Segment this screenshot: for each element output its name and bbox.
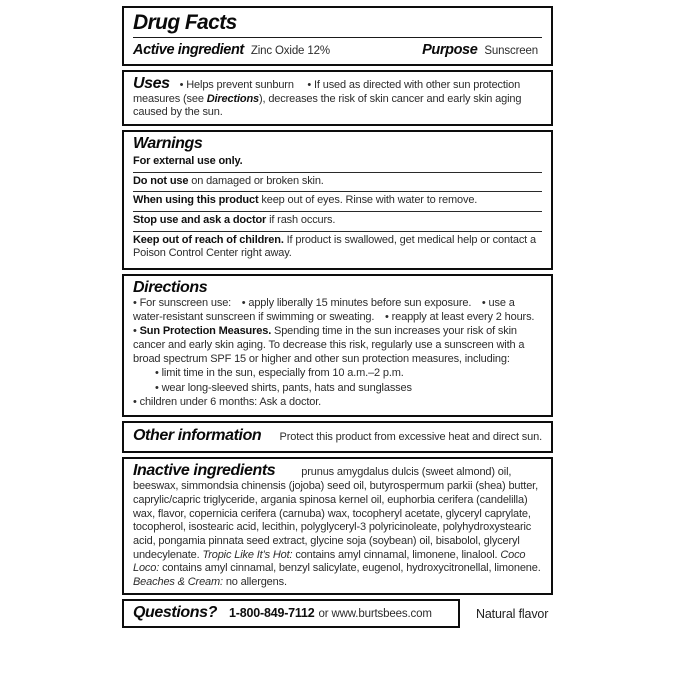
inactive-ingredients-paragraph — [133, 461, 542, 589]
warnings-heading: Warnings — [133, 134, 203, 152]
warnings-box — [122, 130, 553, 270]
warning-row: Stop use and ask a doctor if rash occurs. — [133, 211, 542, 231]
inactive-ingredients-box — [122, 457, 553, 595]
header-divider — [133, 37, 542, 38]
active-ingredient-label: Active ingredient — [133, 42, 244, 59]
uses-heading: Uses — [133, 74, 170, 92]
questions-phone: 1-800-849-7112 — [229, 606, 315, 621]
purpose-label: Purpose — [422, 42, 478, 59]
directions-heading: Directions — [133, 278, 208, 296]
other-information-text: Protect this product from excessive heat and direct sun. — [279, 431, 542, 444]
purpose-value: Sunscreen — [484, 45, 538, 58]
warning-row: Keep out of reach of children. If product is swallowed, get medical help or contact a Poison Control Center right away. — [133, 231, 542, 264]
warning-row: When using this product keep out of eyes. Rinse with water to remove. — [133, 191, 542, 211]
bottom-row — [122, 599, 553, 627]
directions-paragraph: • For sunscreen use: • apply liberally 15 minutes before sun exposure. • use a water-resistant sunscreen if swimming or sweating. • reapply at least every 2 hours. — [133, 297, 535, 323]
other-information-row — [133, 425, 542, 447]
active-ingredient-value: Zinc Oxide 12% — [250, 45, 330, 58]
directions-paragraph: • children under 6 months: Ask a doctor. — [133, 396, 322, 409]
uses-box — [122, 70, 553, 126]
page-title: Drug Facts — [133, 11, 237, 34]
questions-website: or www.burtsbees.com — [318, 608, 432, 621]
questions-box — [122, 599, 460, 627]
inactive-ingredients-text: prunus amygdalus dulcis (sweet almond) oil, beeswax, simmondsia chinensis (jojoba) seed oil, butyrospermum parkii (shea) butter, caprylic/capric triglyceride, argania spinosa kernel oil, euphorbia cerifera (candelilla) wax, flavor, copernicia cerifera (carnuba) wax, tocopheryl acetate, glyceryl caprylate, tocopherol, isostearic acid, lecithin, polyglyceryl-3 polyricinoleate, polyhydroxystearic acid, pongamia pinnata seed extract, glycine soja (soybean) oil, bisabolol, glyceryl undecylenate. Tropic Like It’s Hot: contains amyl cinnamal, limonene, linalool. Coco Loco: contains amyl cinnamal, benzyl salicylate, eugenol, hydroxycitronellal, limonene. Beaches & Cream: no allergens. — [133, 466, 541, 588]
warning-row: Do not use on damaged or broken skin. — [133, 172, 542, 192]
header-box — [122, 6, 553, 66]
directions-sub-bullet: • wear long-sleeved shirts, pants, hats and sunglasses — [155, 381, 412, 394]
other-information-box — [122, 421, 553, 453]
uses-paragraph — [133, 74, 542, 120]
natural-flavor-note: Natural flavor — [476, 606, 549, 621]
inactive-ingredients-heading: Inactive ingredients — [133, 462, 276, 480]
warnings-rows — [133, 153, 542, 264]
directions-sub-bullet: • limit time in the sun, especially from 10 a.m.–2 p.m. — [155, 367, 404, 380]
drug-facts-label — [122, 6, 553, 628]
directions-paragraph: • Sun Protection Measures. Spending time in the sun increases your risk of skin cancer and early skin aging. To decrease this risk, regularly use a sunscreen with a broad spectrum SPF 15 or higher and other sun protection measures, including: — [133, 325, 525, 365]
questions-heading: Questions? — [133, 604, 218, 622]
directions-box — [122, 274, 553, 417]
purpose-group — [422, 42, 542, 58]
other-information-heading: Other information — [133, 427, 262, 445]
warning-row: For external use only. — [133, 155, 243, 168]
active-ingredient-row — [133, 40, 542, 59]
uses-text: • Helps prevent sunburn • If used as directed with other sun protection measures (see Directions), decreases the risk of skin cancer and early skin aging caused by the sun. — [133, 78, 522, 119]
